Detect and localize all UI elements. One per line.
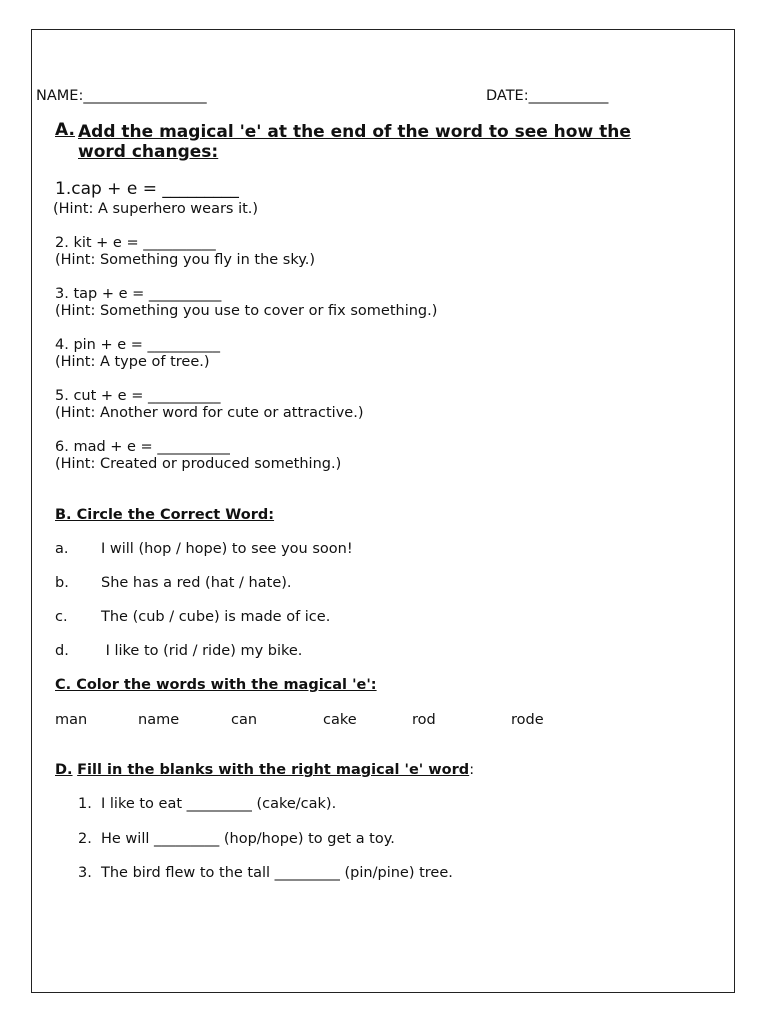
question-5: 5. cut + e = __________ [55, 388, 221, 404]
hint-4: (Hint: A type of tree.) [55, 354, 210, 370]
question-4: 4. pin + e = __________ [55, 337, 221, 353]
word-rode: rode [511, 712, 544, 728]
hint-1: (Hint: A superhero wears it.) [53, 201, 259, 217]
option-letter-c: c. [55, 609, 68, 625]
section-d-title [55, 762, 474, 779]
name-field: NAME:_________________ [36, 88, 207, 104]
date-field: DATE:___________ [486, 88, 609, 104]
option-text-c: The (cub / cube) is made of ice. [101, 609, 331, 625]
section-d-letter: D. [55, 762, 73, 778]
section-c-title: C. Color the words with the magical 'e': [55, 677, 377, 693]
option-letter-a: a. [55, 541, 69, 557]
word-man: man [55, 712, 88, 728]
fill-num-2: 2. [78, 831, 92, 847]
fill-num-1: 1. [78, 796, 92, 812]
fill-text-1: I like to eat _________ (cake/cak). [101, 796, 337, 812]
question-6: 6. mad + e = __________ [55, 439, 230, 455]
option-text-a: I will (hop / hope) to see you soon! [101, 541, 353, 557]
fill-text-3: The bird flew to the tall _________ (pin/pine) tree. [101, 865, 453, 881]
option-text-d: I like to (rid / ride) my bike. [101, 643, 303, 659]
hint-6: (Hint: Created or produced something.) [55, 456, 342, 472]
section-a-letter: A. [55, 120, 75, 140]
question-2: 2. kit + e = __________ [55, 235, 216, 251]
word-name: name [138, 712, 180, 728]
question-3: 3. tap + e = __________ [55, 286, 222, 302]
word-rod: rod [412, 712, 436, 728]
hint-5: (Hint: Another word for cute or attractive.) [55, 405, 364, 421]
word-cake: cake [323, 712, 357, 728]
section-d-colon: : [469, 762, 475, 778]
hint-2: (Hint: Something you fly in the sky.) [55, 252, 316, 268]
word-can: can [231, 712, 258, 728]
option-letter-b: b. [55, 575, 69, 591]
option-letter-d: d. [55, 643, 69, 659]
section-d-heading: Fill in the blanks with the right magical 'e' word [77, 762, 470, 778]
question-1: 1.cap + e = _________ [55, 179, 239, 199]
hint-3: (Hint: Something you use to cover or fix something.) [55, 303, 438, 319]
section-b-title: B. Circle the Correct Word: [55, 507, 275, 523]
section-a-title: Add the magical 'e' at the end of the word to see how the word changes: [78, 122, 631, 162]
fill-text-2: He will _________ (hop/hope) to get a toy. [101, 831, 395, 847]
option-text-b: She has a red (hat / hate). [101, 575, 292, 591]
fill-num-3: 3. [78, 865, 92, 881]
